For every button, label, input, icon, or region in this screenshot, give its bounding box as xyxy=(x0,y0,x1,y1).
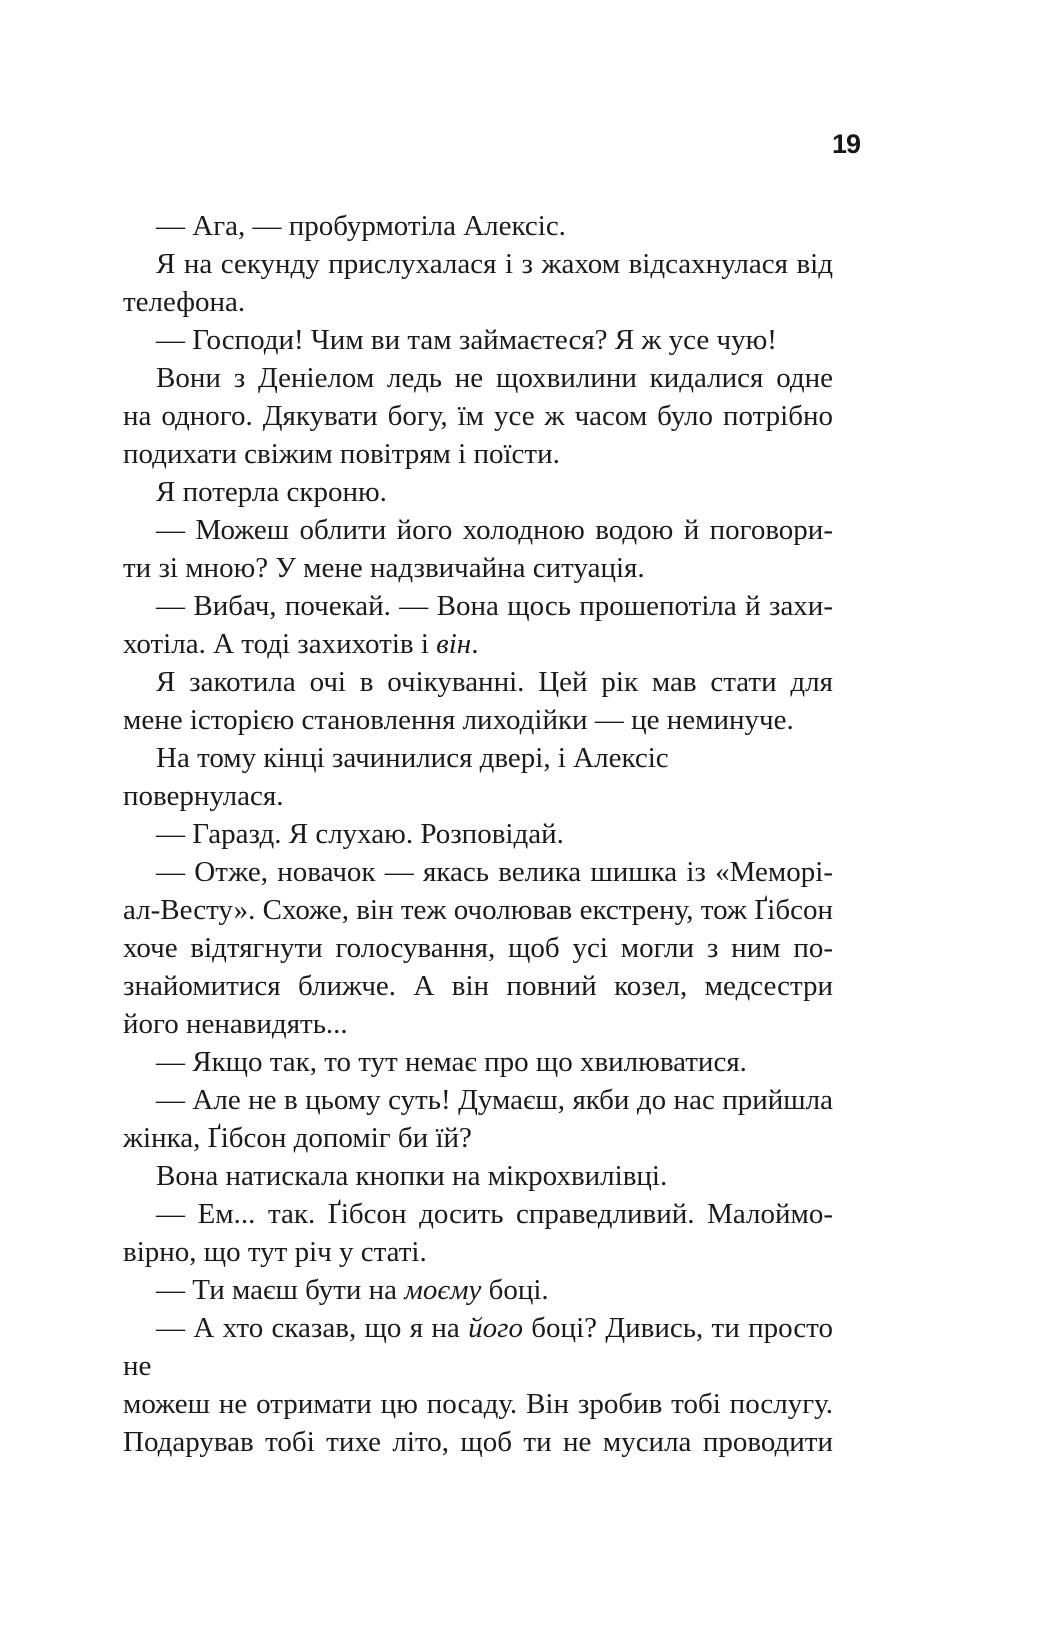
body-text: можеш не отримати цю посаду. Він зробив тобі послугу. xyxy=(123,1388,833,1420)
body-text: — Можеш облити його холодною водою й поговори- xyxy=(156,514,833,546)
paragraph xyxy=(123,663,833,739)
body-text: — Гаразд. Я слухаю. Розповідай. xyxy=(156,818,564,850)
body-text: хотіла. А тоді захихотів і xyxy=(123,628,437,660)
paragraph xyxy=(123,853,833,1043)
body-text: — Ти маєш бути на xyxy=(156,1274,405,1306)
text-line xyxy=(123,397,833,435)
paragraph xyxy=(123,511,833,587)
paragraph xyxy=(123,1043,833,1081)
text-line xyxy=(123,1081,833,1119)
text-line xyxy=(123,1043,833,1081)
text-line xyxy=(123,283,833,321)
text-line xyxy=(123,815,833,853)
text-line xyxy=(123,1005,833,1043)
body-text: мене історією становлення лиходійки — це неминуче. xyxy=(123,704,794,736)
text-line xyxy=(123,1119,833,1157)
body-text: — Отже, новачок — якась велика шишка із «Меморі- xyxy=(156,856,833,888)
paragraph xyxy=(123,815,833,853)
text-column xyxy=(123,207,833,1461)
paragraph xyxy=(123,739,833,815)
paragraph xyxy=(123,1271,833,1309)
text-line xyxy=(123,511,833,549)
body-text: Вони з Деніелом ледь не щохвилини кидалися одне xyxy=(156,362,833,394)
body-text: Я потерла скроню. xyxy=(156,476,387,508)
text-line xyxy=(123,1233,833,1271)
body-text: — Але не в цьому суть! Думаєш, якби до нас прийшла xyxy=(156,1084,833,1116)
text-line xyxy=(123,1309,833,1385)
body-text: його ненавидять... xyxy=(123,1008,348,1040)
body-text: Я на секунду прислухалася і з жахом відсахнулася від xyxy=(156,248,833,280)
emphasized-text: його xyxy=(468,1312,523,1344)
paragraph xyxy=(123,587,833,663)
text-line xyxy=(123,1385,833,1423)
body-text: ти зі мною? У мене надзвичайна ситуація. xyxy=(123,552,645,584)
body-text: — Господи! Чим ви там займаєтеся? Я ж усе чую! xyxy=(156,324,777,356)
text-line xyxy=(123,1423,833,1461)
paragraph xyxy=(123,245,833,321)
paragraph xyxy=(123,1157,833,1195)
paragraph xyxy=(123,473,833,511)
body-text: хоче відтягнути голосування, щоб усі могли з ним по- xyxy=(123,932,833,964)
text-line xyxy=(123,1195,833,1233)
emphasized-text: він xyxy=(436,628,472,660)
body-text: на одного. Дякувати богу, їм усе ж часом було потрібно xyxy=(123,400,833,432)
body-text: Подарував тобі тихе літо, щоб ти не мусила проводити xyxy=(123,1426,833,1458)
emphasized-text: моєму xyxy=(404,1274,482,1306)
text-line xyxy=(123,891,833,929)
body-text: Вона натискала кнопки на мікрохвилівці. xyxy=(156,1160,668,1192)
text-line xyxy=(123,587,833,625)
body-text: Я закотила очі в очікуванні. Цей рік мав стати для xyxy=(156,666,833,698)
body-text: вірно, що тут річ у статі. xyxy=(123,1236,427,1268)
text-line xyxy=(123,967,833,1005)
body-text: телефона. xyxy=(123,286,246,318)
body-text: подихати свіжим повітрям і поїсти. xyxy=(123,438,560,470)
text-line xyxy=(123,207,833,245)
body-text: На тому кінці зачинилися двері, і Алексіс повернулася. xyxy=(123,742,669,812)
text-line xyxy=(123,473,833,511)
text-line xyxy=(123,853,833,891)
text-line xyxy=(123,1271,833,1309)
body-text: жінка, Ґібсон допоміг би їй? xyxy=(123,1122,472,1154)
paragraph xyxy=(123,321,833,359)
text-line xyxy=(123,549,833,587)
body-text: — Вибач, почекай. — Вона щось прошепотіла й захи- xyxy=(156,590,833,622)
body-text: — Ага, — пробурмотіла Алексіс. xyxy=(156,210,566,242)
text-line xyxy=(123,435,833,473)
body-text: боці? Дивись, ти просто не xyxy=(123,1312,833,1382)
page-number: 19 xyxy=(831,129,860,159)
paragraph xyxy=(123,207,833,245)
text-line xyxy=(123,663,833,701)
paragraph xyxy=(123,1195,833,1271)
paragraph xyxy=(123,359,833,473)
text-line xyxy=(123,701,833,739)
text-line xyxy=(123,359,833,397)
body-text: . xyxy=(471,628,479,660)
body-text: — Якщо так, то тут немає про що хвилюватися. xyxy=(156,1046,747,1078)
text-line xyxy=(123,1157,833,1195)
body-text: — А хто сказав, що я на xyxy=(156,1312,469,1344)
text-line xyxy=(123,625,833,663)
body-text: боці. xyxy=(481,1274,549,1306)
text-line xyxy=(123,739,833,815)
body-text: ал-Весту». Схоже, він теж очолював екстрену, тож Ґібсон xyxy=(123,894,833,926)
text-line xyxy=(123,321,833,359)
paragraph xyxy=(123,1081,833,1157)
body-text: знайомитися ближче. А він повний козел, медсестри xyxy=(123,970,833,1002)
paragraph xyxy=(123,1309,833,1461)
text-line xyxy=(123,929,833,967)
text-line xyxy=(123,245,833,283)
body-text: — Ем... так. Ґібсон досить справедливий. Малоймо- xyxy=(156,1198,833,1230)
